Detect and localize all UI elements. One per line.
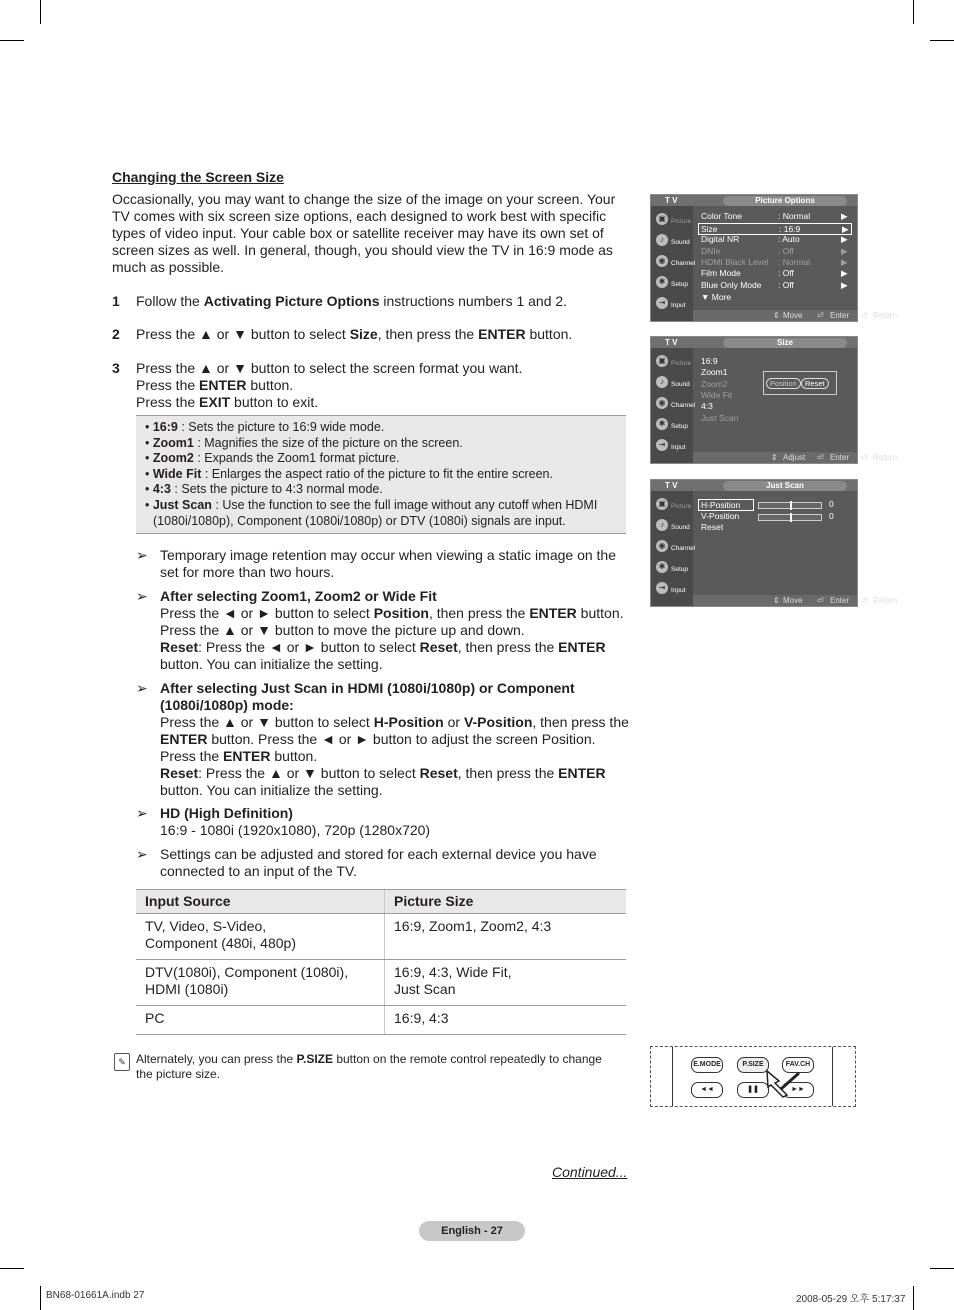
- table-cell: 16:9, 4:3: [385, 1006, 627, 1035]
- enter-icon: ⏎: [817, 596, 824, 605]
- size-option[interactable]: Just Scan: [701, 413, 739, 423]
- crop-mark: [0, 40, 24, 41]
- footer-file-label: BN68-01661A.indb 27: [46, 1290, 145, 1301]
- size-option[interactable]: Wide Fit: [701, 390, 733, 400]
- enter-icon: ⏎: [817, 453, 824, 462]
- tv-label: T V: [665, 481, 678, 490]
- sidebar-item-picture[interactable]: ▣ Picture: [651, 210, 693, 231]
- picture-size-table: [136, 889, 626, 1035]
- sound-icon: ♪: [656, 234, 668, 246]
- sidebar-item-channel[interactable]: ◉ Channel: [651, 537, 693, 558]
- sidebar-item-setup[interactable]: ✱ Setup: [651, 415, 693, 436]
- crop-mark: [40, 0, 41, 24]
- sidebar-item-input[interactable]: ⇥ Input: [651, 436, 693, 457]
- size-option[interactable]: Zoom2: [701, 379, 728, 389]
- sidebar-item-sound[interactable]: ♪ Sound: [651, 231, 693, 252]
- table-row: [136, 1006, 626, 1035]
- sidebar-item-picture[interactable]: ▣ Picture: [651, 495, 693, 516]
- table-header: Picture Size: [385, 890, 627, 914]
- adjust-icon: ⇕: [771, 453, 778, 462]
- v-position-row[interactable]: V-Position: [701, 511, 740, 521]
- step-number: 1: [112, 293, 120, 309]
- arrow-icon: ➢: [136, 547, 148, 563]
- arrow-icon: ➢: [136, 680, 148, 696]
- tv-label: T V: [665, 196, 678, 205]
- menu-row-color-tone[interactable]: Color Tone : Normal ▶: [701, 211, 848, 221]
- emode-button[interactable]: E.MODE: [691, 1057, 723, 1073]
- size-option[interactable]: Zoom1: [701, 367, 728, 377]
- h-position-value: 0: [829, 499, 834, 509]
- menu-row-digital-nr[interactable]: Digital NR : Auto ▶: [701, 234, 848, 244]
- menu-footer: ⇕ Move ⏎ Enter ↺ Return: [693, 310, 857, 321]
- table-cell: PC: [136, 1006, 385, 1035]
- size-option[interactable]: 4:3: [701, 401, 713, 411]
- favch-button[interactable]: FAV.CH: [782, 1057, 814, 1073]
- h-position-row[interactable]: H-Position: [698, 499, 754, 511]
- sidebar-item-setup[interactable]: ✱ Setup: [651, 558, 693, 579]
- sound-icon: ♪: [656, 519, 668, 531]
- sidebar-item-channel[interactable]: ◉ Channel: [651, 252, 693, 273]
- move-icon: ⇕: [773, 311, 780, 320]
- return-icon: ↺: [861, 453, 868, 462]
- table-cell: 16:9, Zoom1, Zoom2, 4:3: [385, 914, 627, 960]
- size-modes-box: [136, 415, 626, 534]
- return-icon: ↺: [861, 596, 868, 605]
- sidebar-item-channel[interactable]: ◉ Channel: [651, 394, 693, 415]
- channel-icon: ◉: [656, 255, 668, 267]
- gear-icon: ✱: [656, 561, 668, 573]
- menu-row-hdmi-black-level[interactable]: HDMI Black Level : Normal ▶: [701, 257, 848, 267]
- mode-item: • 4:3 : Sets the picture to 4:3 normal mode.: [145, 482, 383, 497]
- gear-icon: ✱: [656, 418, 668, 430]
- table-cell: DTV(1080i), Component (1080i), HDMI (1080i): [136, 960, 385, 1006]
- table-row: [136, 914, 626, 960]
- size-option[interactable]: 16:9: [701, 356, 718, 366]
- step-number: 3: [112, 360, 120, 376]
- arrow-icon: ➢: [136, 588, 148, 604]
- input-icon: ⇥: [656, 439, 668, 451]
- fast-forward-icon[interactable]: ►►: [782, 1082, 814, 1098]
- crop-mark: [930, 40, 954, 41]
- menu-sidebar: [651, 348, 696, 463]
- mode-item: • Zoom2 : Expands the Zoom1 format picture.: [145, 451, 400, 466]
- picture-icon: ▣: [656, 498, 668, 510]
- reset-button[interactable]: Reset: [801, 378, 829, 389]
- reset-row[interactable]: Reset: [701, 522, 724, 532]
- menu-row-dnie[interactable]: DNIe : Off ▶: [701, 246, 848, 256]
- crop-mark: [913, 1286, 914, 1310]
- v-position-value: 0: [829, 511, 834, 521]
- table-header: Input Source: [136, 890, 385, 914]
- step-number: 2: [112, 326, 120, 342]
- move-icon: ⇕: [773, 596, 780, 605]
- mode-item: • Wide Fit : Enlarges the aspect ratio of the picture to fit the entire screen.: [145, 466, 553, 481]
- intro-paragraph: Occasionally, you may want to change the size of the image on your screen. Your TV comes with six screen size options, each designed to work best with specific types of video input. Your cable box or satellite receiver may have its own set of screen sizes as well. In general, though, you should view the TV in 16:9 mode as much as possible.: [112, 191, 616, 275]
- enter-icon: ⏎: [817, 311, 824, 320]
- menu-title: Just Scan: [723, 481, 847, 491]
- menu-footer: ⇕ Move ⏎ Enter ↺ Return: [693, 595, 857, 606]
- menu-sidebar: [651, 206, 696, 321]
- sidebar-item-sound[interactable]: ♪ Sound: [651, 516, 693, 537]
- input-icon: ⇥: [656, 582, 668, 594]
- menu-row-size[interactable]: Size : 16:9 ▶: [698, 223, 852, 235]
- crop-mark: [913, 0, 914, 24]
- crop-mark: [930, 1268, 954, 1269]
- pause-icon[interactable]: ❚❚: [737, 1082, 769, 1098]
- tv-menu-just-scan: [650, 479, 898, 607]
- channel-icon: ◉: [656, 397, 668, 409]
- mode-item: • 16:9 : Sets the picture to 16:9 wide mode.: [145, 420, 385, 434]
- page-number-badge: English - 27: [419, 1221, 525, 1241]
- mode-item: • Zoom1 : Magnifies the size of the picture on the screen.: [145, 435, 463, 450]
- picture-icon: ▣: [656, 355, 668, 367]
- menu-row-blue-only-mode[interactable]: Blue Only Mode : Off ▶: [701, 280, 848, 290]
- channel-icon: ◉: [656, 540, 668, 552]
- tv-menu-size: [650, 336, 898, 464]
- sidebar-item-picture[interactable]: ▣ Picture: [651, 352, 693, 373]
- remote-illustration: [650, 1046, 856, 1107]
- picture-icon: ▣: [656, 213, 668, 225]
- pen-pointer-icon: [763, 1069, 803, 1099]
- menu-title: Picture Options: [723, 196, 847, 206]
- v-position-slider[interactable]: [758, 514, 822, 521]
- menu-row-more[interactable]: ▼ More: [701, 292, 732, 302]
- footer-timestamp: 2008-05-29 오후 5:17:37: [796, 1294, 906, 1305]
- menu-title: Size: [723, 338, 847, 348]
- crop-mark: [40, 1286, 41, 1310]
- rewind-icon[interactable]: ◄◄: [691, 1082, 723, 1098]
- sound-icon: ♪: [656, 376, 668, 388]
- note-icon: ✎: [114, 1053, 130, 1071]
- return-icon: ↺: [861, 311, 868, 320]
- position-button[interactable]: Position: [766, 378, 801, 389]
- table-cell: 16:9, 4:3, Wide Fit, Just Scan: [385, 960, 627, 1006]
- sidebar-item-input[interactable]: ⇥ Input: [651, 294, 693, 315]
- chevron-down-icon: ▼: [701, 292, 712, 302]
- arrow-icon: ➢: [136, 846, 148, 862]
- psize-button[interactable]: P.SIZE: [737, 1057, 769, 1073]
- table-cell: TV, Video, S-Video, Component (480i, 480p): [136, 914, 385, 960]
- sidebar-item-input[interactable]: ⇥ Input: [651, 579, 693, 600]
- gear-icon: ✱: [656, 276, 668, 288]
- menu-footer: ⇕ Adjust ⏎ Enter ↺ Return: [693, 452, 857, 463]
- input-icon: ⇥: [656, 297, 668, 309]
- arrow-icon: ➢: [136, 805, 148, 821]
- tv-menu-picture-options: [650, 194, 898, 322]
- section-title: Changing the Screen Size: [112, 169, 284, 185]
- continued-label: Continued...: [552, 1164, 628, 1180]
- tip-text: Alternately, you can press the P.SIZE button on the remote control repeatedly to change the picture size.: [136, 1052, 602, 1081]
- h-position-slider[interactable]: [758, 502, 822, 509]
- mode-item: • Just Scan : Use the function to see the full image without any cutoff when HDMI (1080i/1080p), Component (1080i/1080p) or DTV (1080i) signals are input.: [145, 497, 598, 528]
- menu-row-film-mode[interactable]: Film Mode : Off ▶: [701, 268, 848, 278]
- table-row: [136, 960, 626, 1006]
- table-header-row: [136, 890, 626, 914]
- sidebar-item-sound[interactable]: ♪ Sound: [651, 373, 693, 394]
- menu-sidebar: [651, 491, 696, 606]
- crop-mark: [0, 1268, 24, 1269]
- sidebar-item-setup[interactable]: ✱ Setup: [651, 273, 693, 294]
- tv-label: T V: [665, 338, 678, 347]
